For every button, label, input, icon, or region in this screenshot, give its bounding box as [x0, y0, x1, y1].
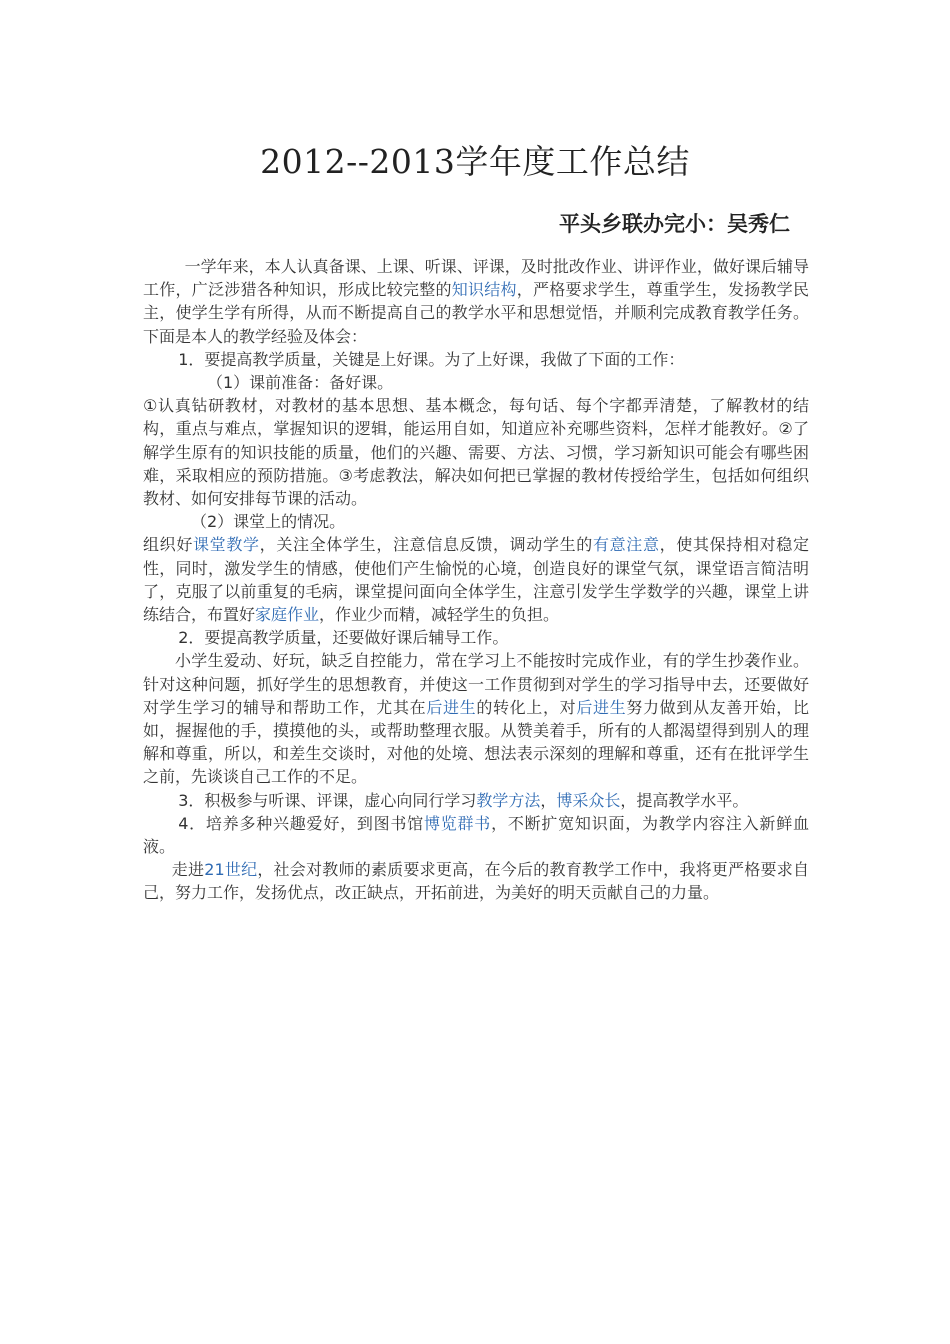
document-title: 2012--2013学年度工作总结 [260, 142, 690, 181]
paragraph-sub-1 [143, 371, 809, 394]
paragraph-text: ，提高教学水平。 [620, 790, 749, 810]
hyperlink[interactable]: 知识结构 [451, 280, 517, 300]
hyperlink[interactable]: 教学方法 [476, 790, 541, 810]
paragraph-text: ，社会对教师的素质要求更高，在今后的教育教学工作中，我将更严格要求自己，努力工作，发扬优点，改正缺点，开拓前进，为美好的明天贡献自己的力量。 [143, 860, 809, 903]
hyperlink[interactable]: 博览群书 [423, 813, 492, 833]
hyperlink[interactable]: 博采众长 [556, 790, 621, 810]
paragraph-prep-detail [143, 394, 809, 510]
paragraph-text: ，作业少而精，减轻学生的负担。 [319, 605, 560, 625]
paragraph-text: 的转化上，对 [476, 697, 577, 717]
document-author: 平头乡联办完小：吴秀仁 [559, 211, 790, 236]
paragraph-text: 一学年来，本人认真备课、上课、听课、评课，及时批改作业、讲评作业，做好课后辅导工作，广泛涉猎各种知识，形成比较完整的 [143, 257, 809, 300]
paragraph-text: 组织好 [143, 535, 193, 555]
hyperlink[interactable]: 课堂教学 [193, 535, 260, 555]
paragraph-item-4 [143, 812, 809, 858]
paragraph-tutoring [143, 649, 809, 788]
paragraph-item-2 [143, 626, 809, 649]
document-body [143, 255, 809, 905]
paragraph-text: ，严格要求学生，尊重学生，发扬教学民主，使学生学有所得，从而不断提高自己的教学水平和思想觉悟，并顺利完成教育教学任务。 下面是本人的教学经验及体会： [143, 280, 809, 346]
hyperlink[interactable]: 后进生 [426, 697, 477, 717]
hyperlink[interactable]: 21世纪 [204, 860, 258, 880]
paragraph-text: ， [540, 790, 557, 810]
hyperlink[interactable]: 家庭作业 [255, 605, 320, 625]
paragraph-text: ①认真钻研教材，对教材的基本思想、基本概念，每句话、每个字都弄清楚，了解教材的结构，重点与难点，掌握知识的逻辑，能运用自如，知道应补充哪些资料，怎样才能教好。②了解学生原有的知识技能的质量，他们的兴趣、需要、方法、习惯，学习新知识可能会有哪些困难，采取相应的预防措施。③考虑教法，解决如何把已掌握的教材传授给学生，包括如何组织教材、如何安排每节课的活动。 [143, 396, 809, 509]
paragraph-text: 努力做到从友善开始，比如，握握他的手，摸摸他的头，或帮助整理衣服。从赞美着手，所有的人都渴望得到别人的理解和尊重，所以，和差生交谈时，对他的处境、想法表示深刻的理解和尊重，还有在批评学生之前，先谈谈自己工作的不足。 [143, 697, 809, 787]
paragraph-intro [143, 255, 809, 348]
paragraph-text: 走进 [171, 860, 205, 880]
paragraph-text: ，使其保持相对稳定性，同时，激发学生的情感，使他们产生愉悦的心境，创造良好的课堂气氛，课堂语言简洁明了，克服了以前重复的毛病，课堂提问面向全体学生，注意引发学生学数学的兴趣，课堂上讲练结合，布置好 [143, 535, 809, 625]
paragraph-text: ，关注全体学生，注意信息反馈，调动学生的 [259, 535, 593, 555]
paragraph-text: （2）课堂上的情况。 [191, 512, 346, 532]
paragraph-text: 3．积极参与听课、评课，虚心向同行学习 [178, 790, 477, 810]
paragraph-text: 1．要提高教学质量，关键是上好课。为了上好课，我做了下面的工作： [178, 349, 685, 369]
paragraph-text: 小学生爱动、好玩，缺乏自控能力，常在学习上不能按时完成作业，有的学生抄袭作业。针对这种问题，抓好学生的思想教育，并使这一工作贯彻到对学生的学习指导中去，还要做好对学生学习的辅导和帮助工作，尤其在 [143, 651, 809, 717]
hyperlink[interactable]: 有意注意 [592, 535, 660, 555]
paragraph-text: 4．培养多种兴趣爱好，到图书馆 [178, 813, 424, 833]
paragraph-closing [143, 858, 809, 904]
paragraph-sub-2 [143, 510, 809, 533]
paragraph-item-1 [143, 348, 809, 371]
hyperlink[interactable]: 后进生 [576, 697, 627, 717]
paragraph-item-3 [143, 789, 809, 812]
paragraph-text: （1）课前准备：备好课。 [207, 373, 394, 393]
paragraph-text: ，不断扩宽知识面，为教学内容注入新鲜血液。 [143, 813, 809, 857]
paragraph-class-detail [143, 533, 809, 626]
paragraph-text: 2．要提高教学质量，还要做好课后辅导工作。 [178, 628, 509, 648]
